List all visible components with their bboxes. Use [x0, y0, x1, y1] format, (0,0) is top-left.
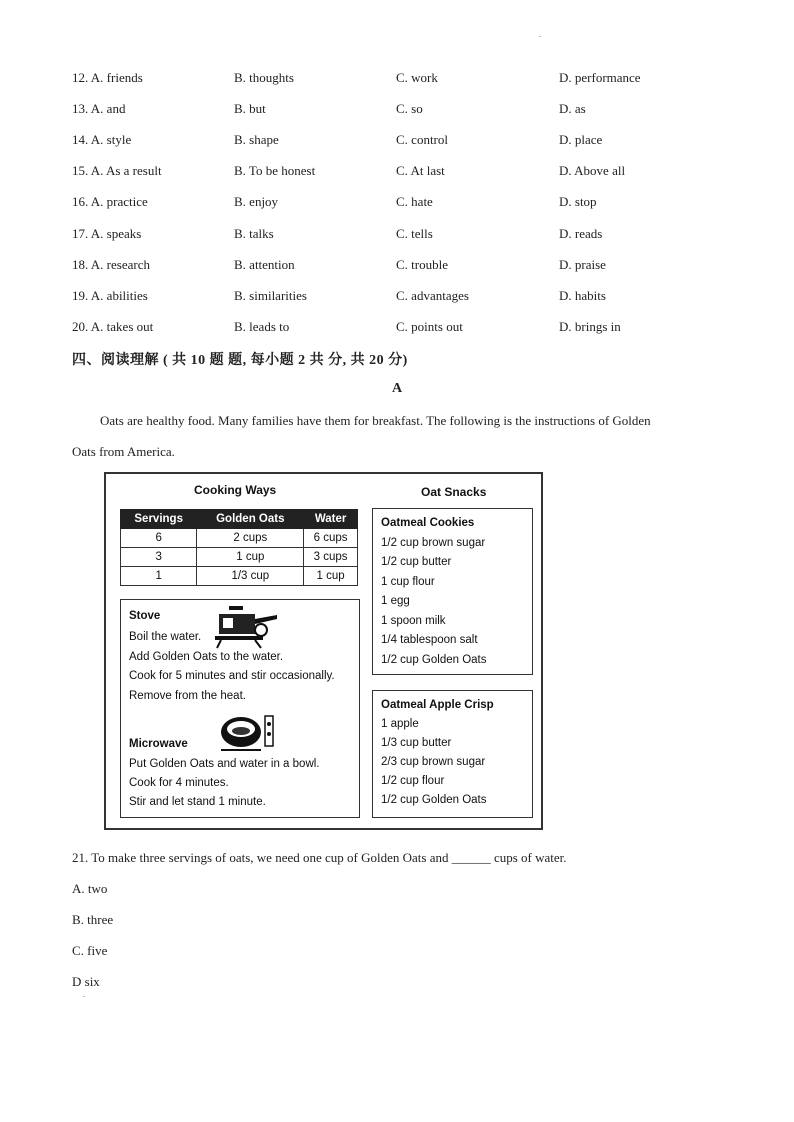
option-b: B. attention: [234, 257, 295, 272]
option-d: D. reads: [559, 226, 603, 241]
option-c: C. work: [396, 70, 438, 85]
option-row: [72, 257, 732, 277]
option-row: [72, 288, 732, 308]
oats-instructions-figure: [104, 472, 543, 830]
option-row: [72, 70, 732, 90]
table-cell: 1 cup: [304, 567, 358, 586]
ingredient: 1/2 cup Golden Oats: [381, 654, 487, 666]
option-b: B. leads to: [234, 319, 290, 334]
table-row: [121, 529, 358, 548]
microwave-step: Cook for 4 minutes.: [129, 777, 229, 789]
option-b: B. shape: [234, 132, 279, 147]
table-cell: 2 cups: [197, 529, 304, 548]
option-b: B. but: [234, 101, 266, 116]
answer-choice-c[interactable]: C. five: [72, 943, 108, 958]
option-b: B. thoughts: [234, 70, 294, 85]
header-servings: Servings: [121, 510, 197, 529]
section-heading: 四、阅读理解 ( 共 10 题 题, 每小题 2 共 分, 共 20 分): [72, 353, 408, 368]
scan-dot: .: [83, 990, 85, 999]
microwave-bowl-icon: [217, 712, 281, 756]
table-cell: 6 cups: [304, 529, 358, 548]
table-cell: 1/3 cup: [197, 567, 304, 586]
option-row: [72, 101, 732, 121]
microwave-step: Stir and let stand 1 minute.: [129, 796, 266, 808]
option-row: [72, 194, 732, 214]
ingredient: 1/3 cup butter: [381, 737, 452, 749]
ingredient: 1/2 cup butter: [381, 556, 452, 568]
option-a: 19. A. abilities: [72, 288, 148, 303]
ingredient: 1 apple: [381, 718, 419, 730]
option-a: 16. A. practice: [72, 194, 148, 209]
stove-pot-icon: [215, 604, 283, 650]
microwave-step: Put Golden Oats and water in a bowl.: [129, 758, 320, 770]
option-d: D. as: [559, 101, 586, 116]
option-row: [72, 226, 732, 246]
scan-dot: .: [539, 30, 541, 39]
answer-choice-b[interactable]: B. three: [72, 912, 114, 927]
crisp-title: Oatmeal Apple Crisp: [381, 699, 494, 711]
option-c: C. tells: [396, 226, 433, 241]
table-cell: 1 cup: [197, 548, 304, 567]
option-d: D. stop: [559, 194, 597, 209]
option-a: 20. A. takes out: [72, 319, 154, 334]
stove-label: Stove: [129, 610, 161, 622]
ingredient: 1 cup flour: [381, 576, 435, 588]
option-c: C. points out: [396, 319, 463, 334]
option-c: C. advantages: [396, 288, 469, 303]
oat-snacks-title: Oat Snacks: [421, 485, 487, 499]
option-a: 17. A. speaks: [72, 226, 142, 241]
option-c: C. At last: [396, 163, 445, 178]
table-cell: 3: [121, 548, 197, 567]
option-d: D. habits: [559, 288, 606, 303]
stove-step: Cook for 5 minutes and stir occasionally.: [129, 670, 335, 682]
option-b: B. To be honest: [234, 163, 316, 178]
answer-choice-d[interactable]: D six: [72, 974, 100, 989]
option-row: [72, 319, 732, 339]
cooking-ways-title: Cooking Ways: [194, 483, 277, 497]
option-d: D. performance: [559, 70, 641, 85]
oatmeal-apple-crisp-box: [372, 690, 533, 818]
option-row: [72, 163, 732, 183]
stove-step: Boil the water.: [129, 631, 202, 643]
table-row: [121, 567, 358, 586]
option-a: 13. A. and: [72, 101, 126, 116]
ingredient: 1/2 cup brown sugar: [381, 537, 486, 549]
option-c: C. so: [396, 101, 423, 116]
ingredient: 1/2 cup flour: [381, 775, 445, 787]
ingredient: 1 egg: [381, 595, 410, 607]
intro-line-2: Oats from America.: [72, 444, 175, 459]
table-cell: 1: [121, 567, 197, 586]
passage-label: A: [391, 381, 403, 396]
cookies-title: Oatmeal Cookies: [381, 517, 475, 529]
question-21: 21. To make three servings of oats, we need one cup of Golden Oats and ______ cups of water.: [72, 850, 567, 865]
cooking-table: [120, 509, 358, 586]
oatmeal-cookies-box: [372, 508, 533, 675]
option-a: 12. A. friends: [72, 70, 143, 85]
ingredient: 2/3 cup brown sugar: [381, 756, 486, 768]
option-a: 14. A. style: [72, 132, 132, 147]
stove-microwave-box: [120, 599, 360, 818]
option-b: B. enjoy: [234, 194, 279, 209]
table-cell: 6: [121, 529, 197, 548]
option-a: 15. A. As a result: [72, 163, 162, 178]
ingredient: 1 spoon milk: [381, 615, 446, 627]
header-water: Water: [304, 510, 358, 529]
option-b: B. similarities: [234, 288, 307, 303]
ingredient: 1/4 tablespoon salt: [381, 634, 478, 646]
table-header-row: [121, 510, 358, 529]
ingredient: 1/2 cup Golden Oats: [381, 794, 487, 806]
intro-line-1: Oats are healthy food. Many families have them for breakfast. The following is the instructions of Golden: [100, 413, 651, 428]
option-d: D. praise: [559, 257, 606, 272]
answer-choice-a[interactable]: A. two: [72, 881, 108, 896]
option-a: 18. A. research: [72, 257, 150, 272]
option-c: C. trouble: [396, 257, 448, 272]
stove-step: Add Golden Oats to the water.: [129, 651, 284, 663]
option-row: [72, 132, 732, 152]
option-d: D. place: [559, 132, 603, 147]
option-c: C. control: [396, 132, 448, 147]
header-golden-oats: Golden Oats: [197, 510, 304, 529]
stove-step: Remove from the heat.: [129, 690, 246, 702]
table-cell: 3 cups: [304, 548, 358, 567]
option-b: B. talks: [234, 226, 274, 241]
option-d: D. brings in: [559, 319, 621, 334]
microwave-label: Microwave: [129, 738, 188, 750]
option-c: C. hate: [396, 194, 433, 209]
option-d: D. Above all: [559, 163, 626, 178]
table-row: [121, 548, 358, 567]
